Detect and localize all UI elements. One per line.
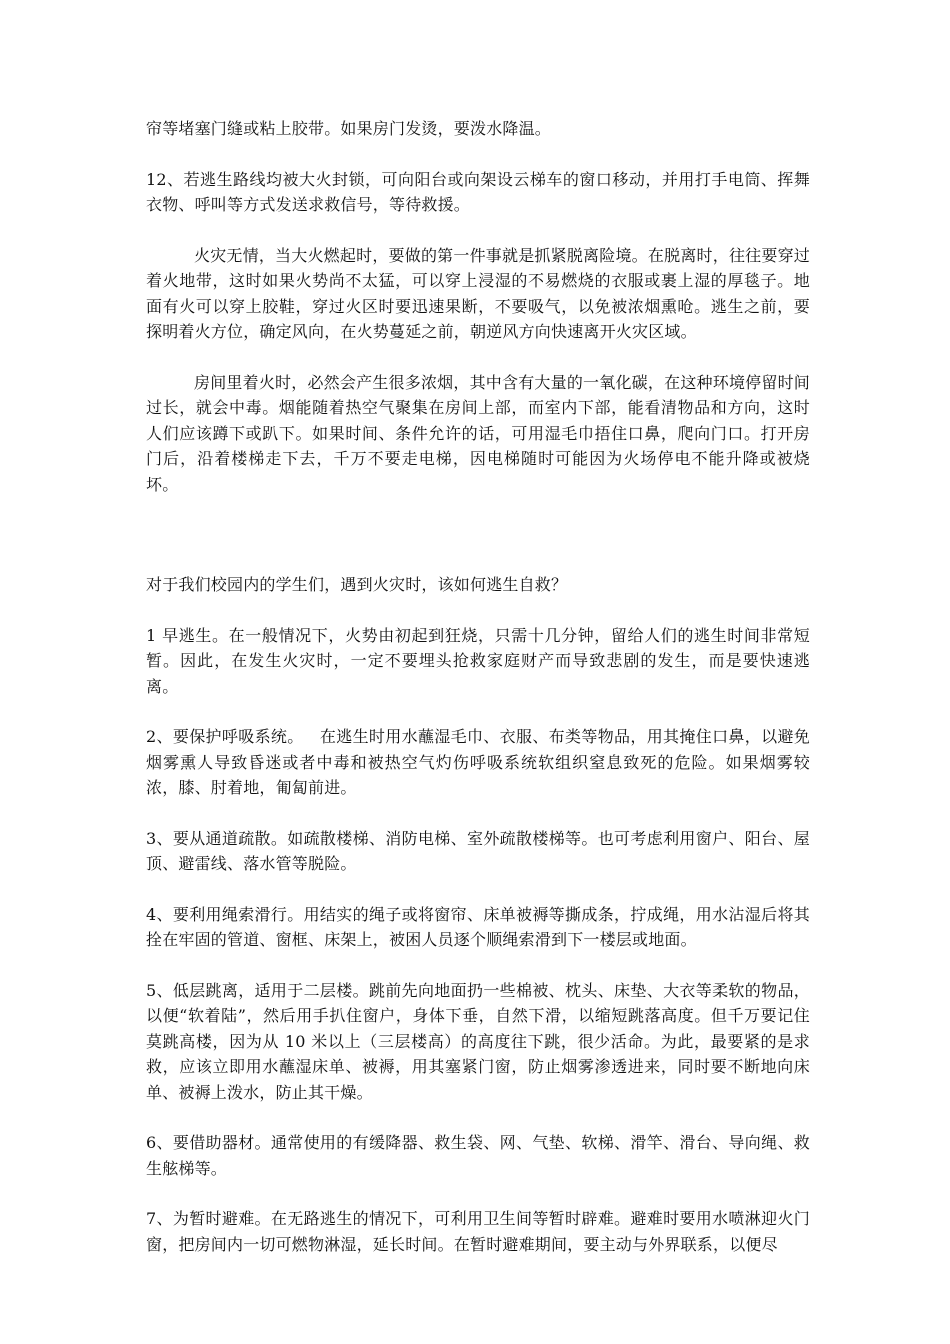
spacer [146,1181,810,1206]
list-item-6: 6、要借助器材。通常使用的有缓降器、救生袋、网、气垫、软梯、滑竿、滑台、导向绳、救生舷梯等。 [146,1133,810,1178]
list-item-7: 7、为暂时避难。在无路逃生的情况下，可利用卫生间等暂时辟难。避难时要用水喷淋迎火门窗，把房间内一切可燃物淋湿，延长时间。在暂时避难期间，要主动与外界联系，以便尽 [146,1209,810,1254]
document-body [146,116,810,1257]
list-item-4: 4、要利用绳索滑行。用结实的绳子或将窗帘、床单被褥等撕成条，拧成绳，用水沾湿后将其拴在牢固的管道、窗框、床架上，被困人员逐个顺绳索滑到下一楼层或地面。 [146,904,810,949]
spacer [146,345,810,370]
spacer [146,953,810,978]
list-item-5: 5、低层跳离，适用于二层楼。跳前先向地面扔一些棉被、枕头、床垫、大衣等柔软的物品，以便“软着陆”，然后用手扒住窗户，身体下垂，自然下滑，以缩短跳落高度。但千万要记住莫跳高楼，因为从 10 米以上（三层楼高）的高度往下跳，很少活命。为此，最要紧的是求救，应该立即用水蘸湿床单、被褥，用其塞紧门窗，防止烟雾渗透进来，同时要不断地向床单、被褥上泼水，防止其干燥。 [146,980,810,1102]
paragraph-door-sealing: 帘等堵塞门缝或粘上胶带。如果房门发烫，要泼水降温。 [146,119,552,138]
spacer [146,801,810,826]
paragraph-room-smoke: 房间里着火时，必然会产生很多浓烟，其中含有大量的一氧化碳，在这种环境停留时间过长，就会中毒。烟能随着热空气聚集在房间上部，而室内下部，能看清物品和方向，这时人们应该蹲下或趴下。如果时间、条件允许的话，可用湿毛巾捂住口鼻，爬向门口。打开房门后，沿着楼梯走下去，千万不要走电梯，因电梯随时可能因为火场停电不能升降或被烧坏。 [146,372,810,494]
spacer [146,218,810,243]
list-item-1: 1 早逃生。在一般情况下，火势由初起到狂烧，只需十几分钟，留给人们的逃生时间非常短暂。因此，在发生火灾时，一定不要埋头抢救家庭财产而导致悲剧的发生，而是要快速逃离。 [146,625,810,696]
spacer [146,699,810,724]
spacer [146,497,810,572]
spacer [146,142,810,167]
list-item-2: 2、要保护呼吸系统。 在逃生时用水蘸湿毛巾、衣服、布类等物品，用其掩住口鼻，以避免烟雾熏人导致昏迷或者中毒和被热空气灼伤呼吸系统软组织窒息致死的危险。如果烟雾较浓，膝、肘着地，匍匐前进。 [146,727,810,797]
list-item-3: 3、要从通道疏散。如疏散楼梯、消防电梯、室外疏散楼梯等。也可考虑利用窗户、阳台、屋顶、避雷线、落水管等脱险。 [146,828,810,873]
spacer [146,1105,810,1130]
spacer [146,877,810,902]
paragraph-item-12: 12、若逃生路线均被大火封锁，可向阳台或向架设云梯车的窗口移动，并用打手电筒、挥舞衣物、呼叫等方式发送求救信号，等待救援。 [146,169,810,214]
section-question: 对于我们校园内的学生们，遇到火灾时，该如何逃生自救？ [146,575,568,594]
spacer [146,598,810,623]
paragraph-fire-escape: 火灾无情，当大火燃起时，要做的第一件事就是抓紧脱离险境。在脱离时，往往要穿过着火地带，这时如果火势尚不太猛，可以穿上浸湿的不易燃烧的衣服或裹上湿的厚毯子。地面有火可以穿上胶鞋，穿过火区时要迅速果断，不要吸气，以免被浓烟熏呛。逃生之前，要探明着火方位，确定风向，在火势蔓延之前，朝逆风方向快速离开火灾区域。 [146,245,810,341]
